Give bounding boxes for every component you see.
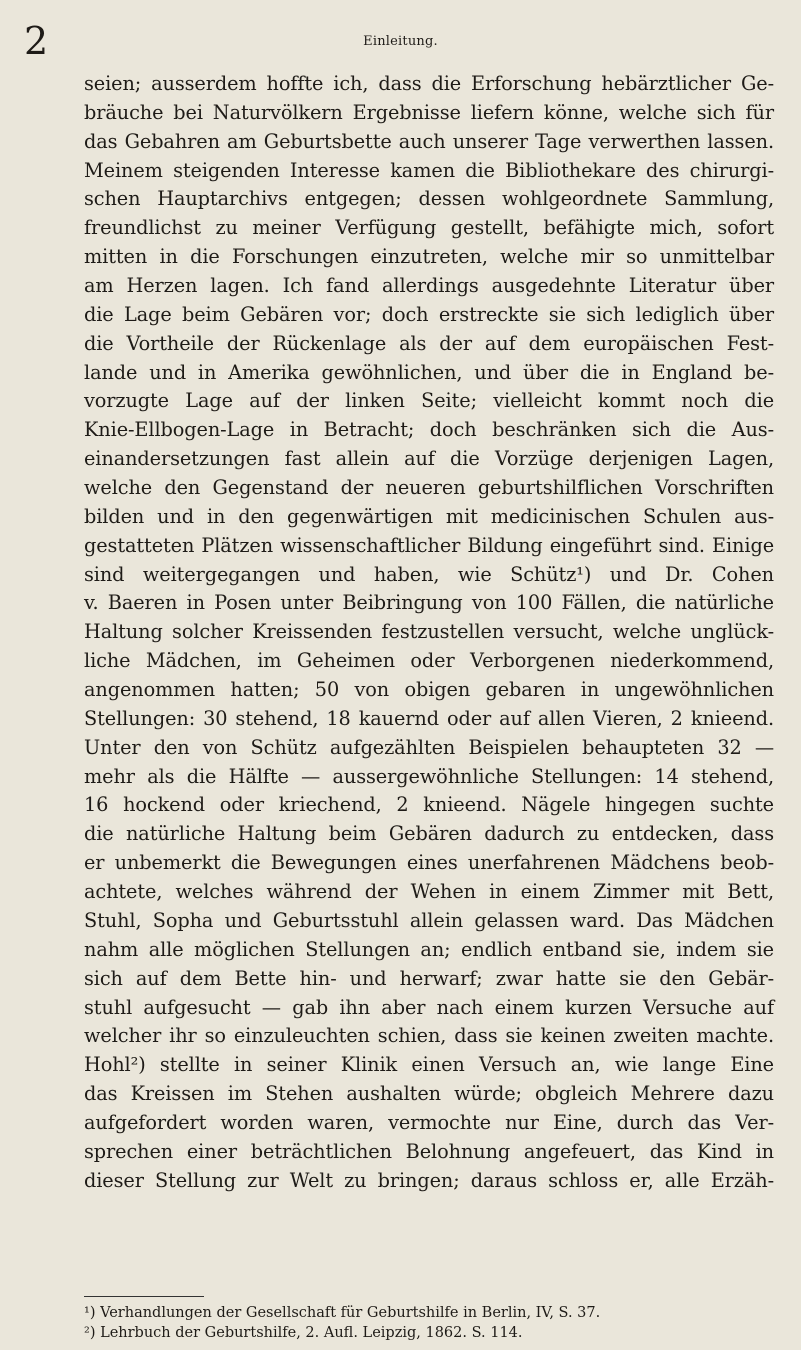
text-line: Meinem steigenden Interesse kamen die Bibliothekare des chirurgi- bbox=[84, 158, 774, 182]
text-line: am Herzen lagen. Ich fand allerdings ausgedehnte Literatur über bbox=[84, 274, 774, 298]
text-line: v. Baeren in Posen unter Beibringung von 100 Fällen, die natürliche bbox=[84, 591, 774, 615]
text-line: liche Mädchen, im Geheimen oder Verborgenen niederkommend, bbox=[84, 649, 774, 673]
text-line: gestatteten Plätzen wissenschaftlicher Bildung eingeführt sind. Einige bbox=[84, 533, 774, 557]
body-text bbox=[84, 70, 774, 1196]
text-line: seien; ausserdem hoffte ich, dass die Erforschung hebärztlicher Ge- bbox=[84, 72, 774, 95]
text-line: mitten in die Forschungen einzutreten, welche mir so unmittelbar bbox=[84, 245, 774, 269]
text-line: angenommen hatten; 50 von obigen gebaren in ungewöhnlichen bbox=[84, 678, 774, 702]
text-line: achtete, welches während der Wehen in einem Zimmer mit Bett, bbox=[84, 880, 774, 904]
text-line: die Vortheile der Rückenlage als der auf dem europäischen Fest- bbox=[84, 331, 774, 355]
text-line: vorzugte Lage auf der linken Seite; vielleicht kommt noch die bbox=[84, 389, 774, 413]
text-line: stuhl aufgesucht — gab ihn aber nach einem kurzen Versuche auf bbox=[84, 995, 774, 1019]
text-line: Knie-Ellbogen-Lage in Betracht; doch beschränken sich die Aus- bbox=[84, 418, 774, 442]
text-line: sprechen einer beträchtlichen Belohnung angefeuert, das Kind in bbox=[84, 1139, 774, 1163]
text-line: die Lage beim Gebären vor; doch erstreckte sie sich lediglich über bbox=[84, 302, 774, 326]
footnote: ¹) Verhandlungen der Gesellschaft für Geburtshilfe in Berlin, IV, S. 37. bbox=[84, 1305, 601, 1321]
text-line: er unbemerkt die Bewegungen eines unerfahrenen Mädchens beob- bbox=[84, 851, 774, 875]
text-line: freundlichst zu meiner Verfügung gestellt, befähigte mich, sofort bbox=[84, 216, 774, 240]
text-line: nahm alle möglichen Stellungen an; endlich entband sie, indem sie bbox=[84, 937, 774, 961]
text-line: bräuche bei Naturvölkern Ergebnisse liefern könne, welche sich für bbox=[84, 100, 774, 124]
text-line: das Gebahren am Geburtsbette auch unserer Tage verwerthen lassen. bbox=[84, 129, 774, 153]
footnote-divider bbox=[84, 1296, 204, 1297]
text-line: sich auf dem Bette hin- und herwarf; zwar hatte sie den Gebär- bbox=[84, 966, 774, 990]
text-line: die natürliche Haltung beim Gebären dadurch zu entdecken, dass bbox=[84, 822, 774, 846]
text-line: einandersetzungen fast allein auf die Vorzüge derjenigen Lagen, bbox=[84, 447, 774, 471]
text-line: Stellungen: 30 stehend, 18 kauernd oder auf allen Vieren, 2 knieend. bbox=[84, 706, 774, 730]
text-line: bilden und in den gegenwärtigen mit medicinischen Schulen aus- bbox=[84, 504, 774, 528]
text-line: das Kreissen im Stehen aushalten würde; obgleich Mehrere dazu bbox=[84, 1082, 774, 1106]
text-line: Stuhl, Sopha und Geburtsstuhl allein gelassen ward. Das Mädchen bbox=[84, 908, 774, 932]
text-line: welche den Gegenstand der neueren geburtshilflichen Vorschriften bbox=[84, 476, 774, 500]
footnote: ²) Lehrbuch der Geburtshilfe, 2. Aufl. Leipzig, 1862. S. 114. bbox=[84, 1325, 523, 1341]
footnotes bbox=[84, 1303, 774, 1343]
text-line: Unter den von Schütz aufgezählten Beispielen behaupteten 32 — bbox=[84, 735, 774, 759]
text-line: aufgefordert worden waren, vermochte nur Eine, durch das Ver- bbox=[84, 1110, 774, 1134]
text-line: sind weitergegangen und haben, wie Schütz¹) und Dr. Cohen bbox=[84, 562, 774, 586]
text-line: Hohl²) stellte in seiner Klinik einen Versuch an, wie lange Eine bbox=[84, 1053, 774, 1077]
text-line: Haltung solcher Kreissenden festzustellen versucht, welche unglück- bbox=[84, 620, 774, 644]
page-number: 2 bbox=[24, 19, 49, 63]
text-line: mehr als die Hälfte — aussergewöhnliche Stellungen: 14 stehend, bbox=[84, 764, 774, 788]
text-line: dieser Stellung zur Welt zu bringen; daraus schloss er, alle Erzäh- bbox=[84, 1168, 774, 1192]
text-line: lande und in Amerika gewöhnlichen, und über die in England be- bbox=[84, 360, 774, 384]
text-line: 16 hockend oder kriechend, 2 knieend. Nägele hingegen suchte bbox=[84, 793, 774, 817]
text-line: schen Hauptarchivs entgegen; dessen wohlgeordnete Sammlung, bbox=[84, 187, 774, 211]
text-line: welcher ihr so einzuleuchten schien, dass sie keinen zweiten machte. bbox=[84, 1024, 774, 1048]
running-head: Einleitung. bbox=[363, 34, 438, 49]
